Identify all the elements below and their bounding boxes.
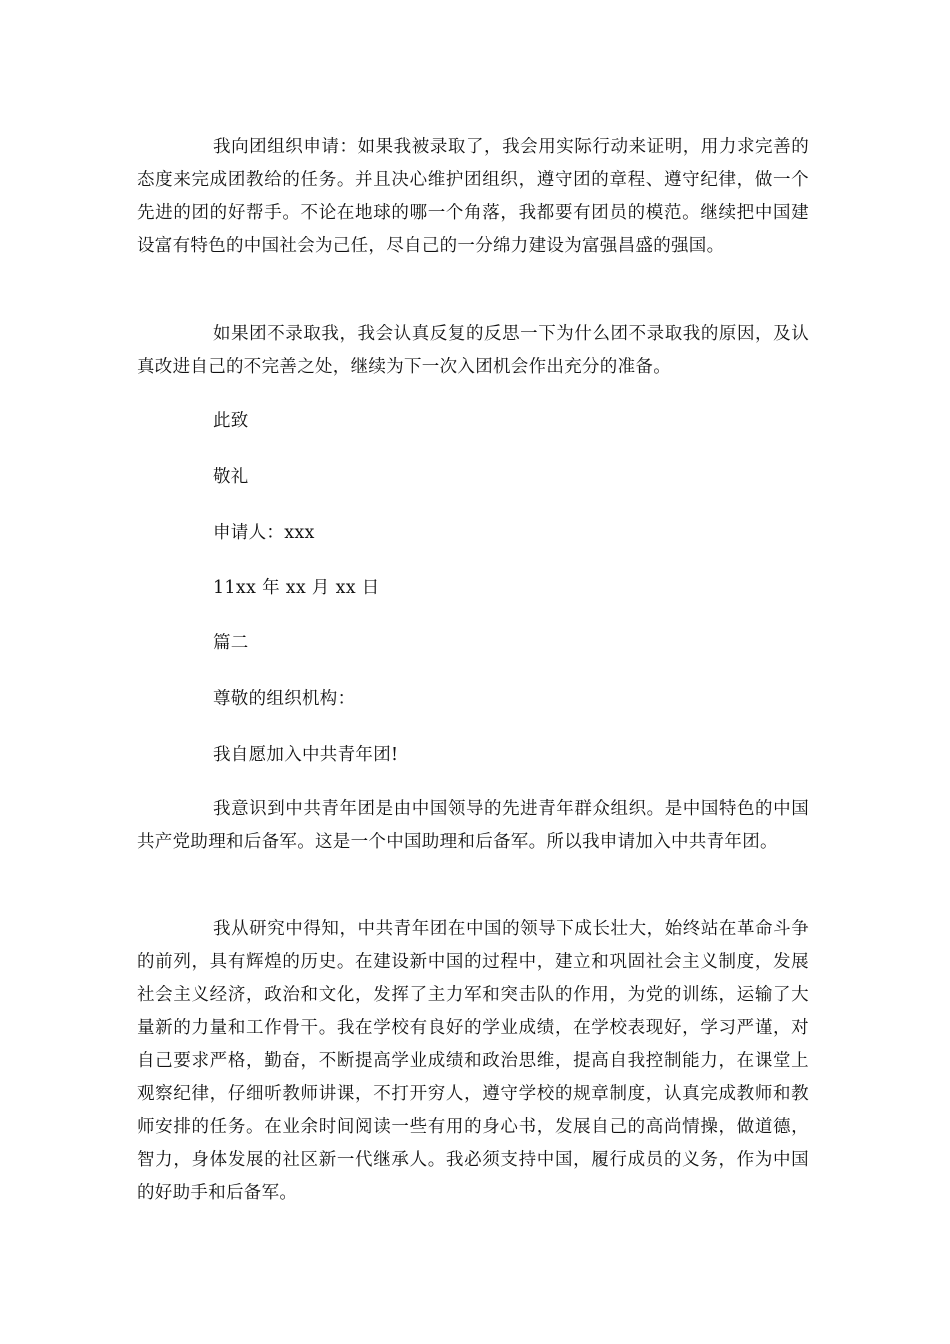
paragraph-application-pledge: 我向团组织申请：如果我被录取了，我会用实际行动来证明，用力求完善的态度来完成团教给的任务。并且决心维护团组织，遵守团的章程、遵守纪律，做一个先进的团的好帮手。不论在地球的哪一个角落，我都要有团员的模范。继续把中国建设富有特色的中国社会为己任，尽自己的一分绵力建设为富强昌盛的强国。 bbox=[137, 137, 809, 256]
paragraph-background: 我从研究中得知，中共青年团在中国的领导下成长壮大，始终站在革命斗争的前列，具有辉煌的历史。在建设新中国的过程中，建立和巩固社会主义制度，发展社会主义经济，政治和文化，发挥了主力军和突击队的作用，为党的训练，运输了大量新的力量和工作骨干。我在学校有良好的学业成绩，在学校表现好，学习严谨，对自己要求严格，勤奋，不断提高学业成绩和政治思维，提高自我控制能力，在课堂上观察纪律，仔细听教师讲课，不打开穷人，遵守学校的规章制度，认真完成教师和教师安排的任务。在业余时间阅读一些有用的身心书，发展自己的高尚情操，做道德，智力，身体发展的社区新一代继承人。我必须支持中国，履行成员的义务，作为中国的好助手和后备军。 bbox=[137, 919, 809, 1203]
date-line: 11xx 年 xx 月 xx 日 bbox=[213, 578, 380, 598]
paragraph-awareness: 我意识到中共青年团是由中国领导的先进青年群众组织。是中国特色的中国共产党助理和后备军。这是一个中国助理和后备军。所以我申请加入中共青年团。 bbox=[137, 799, 809, 852]
closing-jingli: 敬礼 bbox=[213, 467, 249, 487]
statement: 我自愿加入中共青年团! bbox=[213, 745, 399, 765]
closing-cizhi: 此致 bbox=[213, 411, 249, 431]
salutation: 尊敬的组织机构： bbox=[213, 689, 356, 709]
paragraph-if-rejected: 如果团不录取我，我会认真反复的反思一下为什么团不录取我的原因，及认真改进自己的不完善之处，继续为下一次入团机会作出充分的准备。 bbox=[137, 324, 809, 377]
applicant-line: 申请人：xxx bbox=[213, 523, 315, 543]
section-heading: 篇二 bbox=[213, 633, 249, 653]
